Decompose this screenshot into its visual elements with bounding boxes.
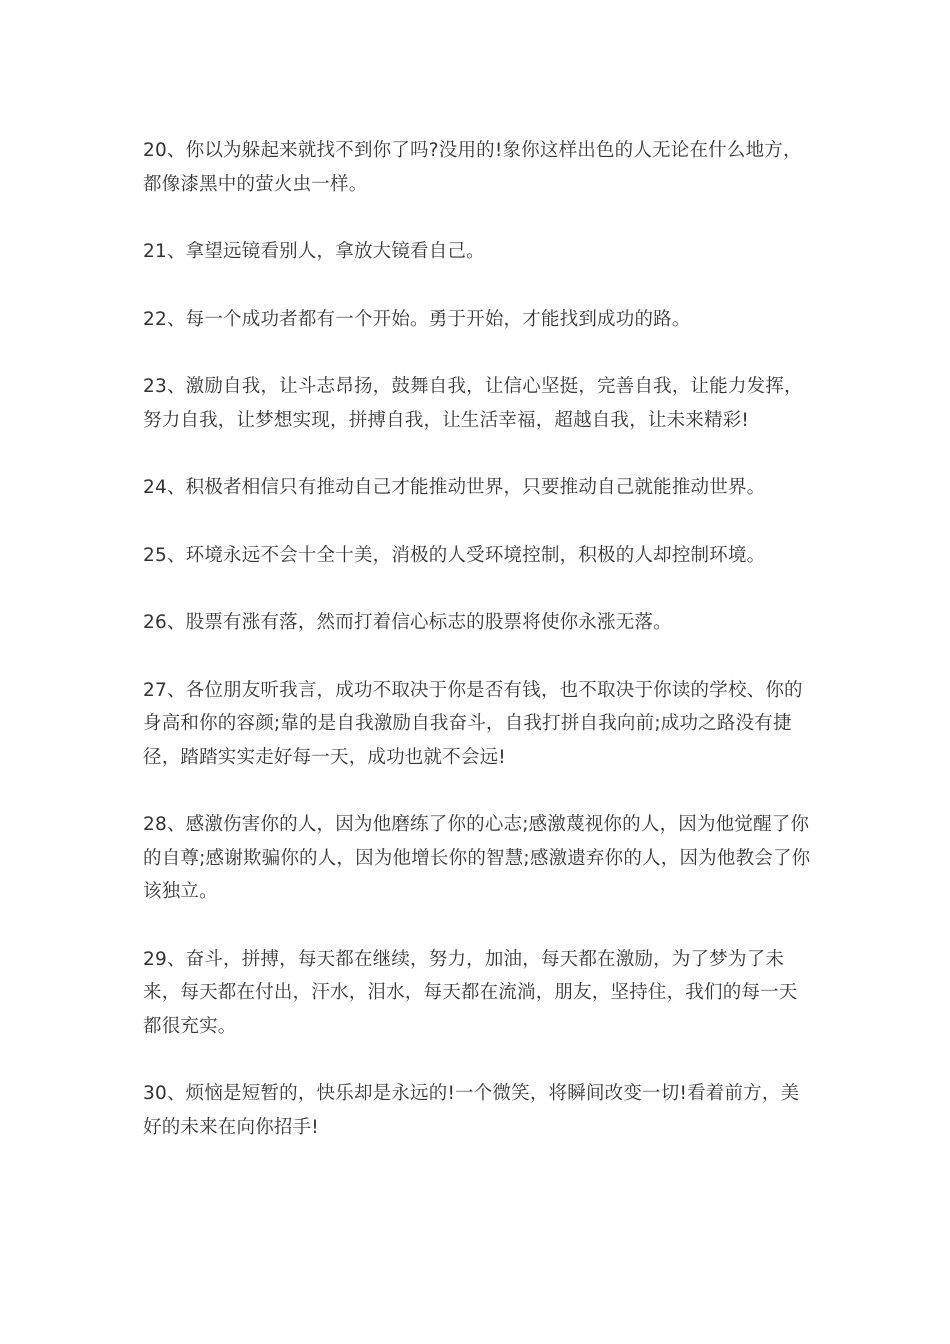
quote-paragraph-29: 29、奋斗，拼搏，每天都在继续，努力，加油，每天都在激励，为了梦为了未来，每天都在付出，汗水，泪水，每天都在流淌，朋友，坚持住，我们的每一天都很充实。 (143, 948, 798, 1037)
quote-paragraph-22: 22、每一个成功者都有一个开始。勇于开始，才能找到成功的路。 (143, 308, 691, 330)
quote-paragraph-27: 27、各位朋友听我言，成功不取决于你是否有钱，也不取决于你读的学校、你的身高和你的容颜;靠的是自我激励自我奋斗，自我打拼自我向前;成功之路没有捷径，踏踏实实走好每一天，成功也就不会远! (143, 679, 803, 768)
quote-paragraph-23: 23、激励自我，让斗志昂扬，鼓舞自我，让信心坚挺，完善自我，让能力发挥，努力自我，让梦想实现，拼搏自我，让生活幸福，超越自我，让未来精彩! (143, 376, 803, 431)
quote-paragraph-26: 26、股票有涨有落，然而打着信心标志的股票将使你永涨无落。 (143, 612, 672, 633)
quote-paragraph-21: 21、拿望远镜看别人，拿放大镜看自己。 (143, 241, 485, 262)
quote-paragraph-30: 30、烦恼是短暂的，快乐却是永远的!一个微笑，将瞬间改变一切!看着前方，美好的未来在向你招手! (143, 1083, 800, 1138)
quote-paragraph-28: 28、感激伤害你的人，因为他磨练了你的心志;感激蔑视你的人，因为他觉醒了你的自尊;感谢欺骗你的人，因为他增长你的智慧;感激遗弃你的人，因为他教会了你该独立。 (143, 814, 811, 902)
quote-paragraph-25: 25、环境永远不会十全十美，消极的人受环境控制，积极的人却控制环境。 (143, 544, 766, 566)
document-body (143, 134, 815, 1178)
quote-paragraph-20: 20、你以为躲起来就找不到你了吗?没用的!象你这样出色的人无论在什么地方，都像漆黑中的萤火虫一样。 (143, 140, 802, 195)
quote-paragraph-24: 24、积极者相信只有推动自己才能推动世界，只要推动自己就能推动世界。 (143, 477, 766, 498)
